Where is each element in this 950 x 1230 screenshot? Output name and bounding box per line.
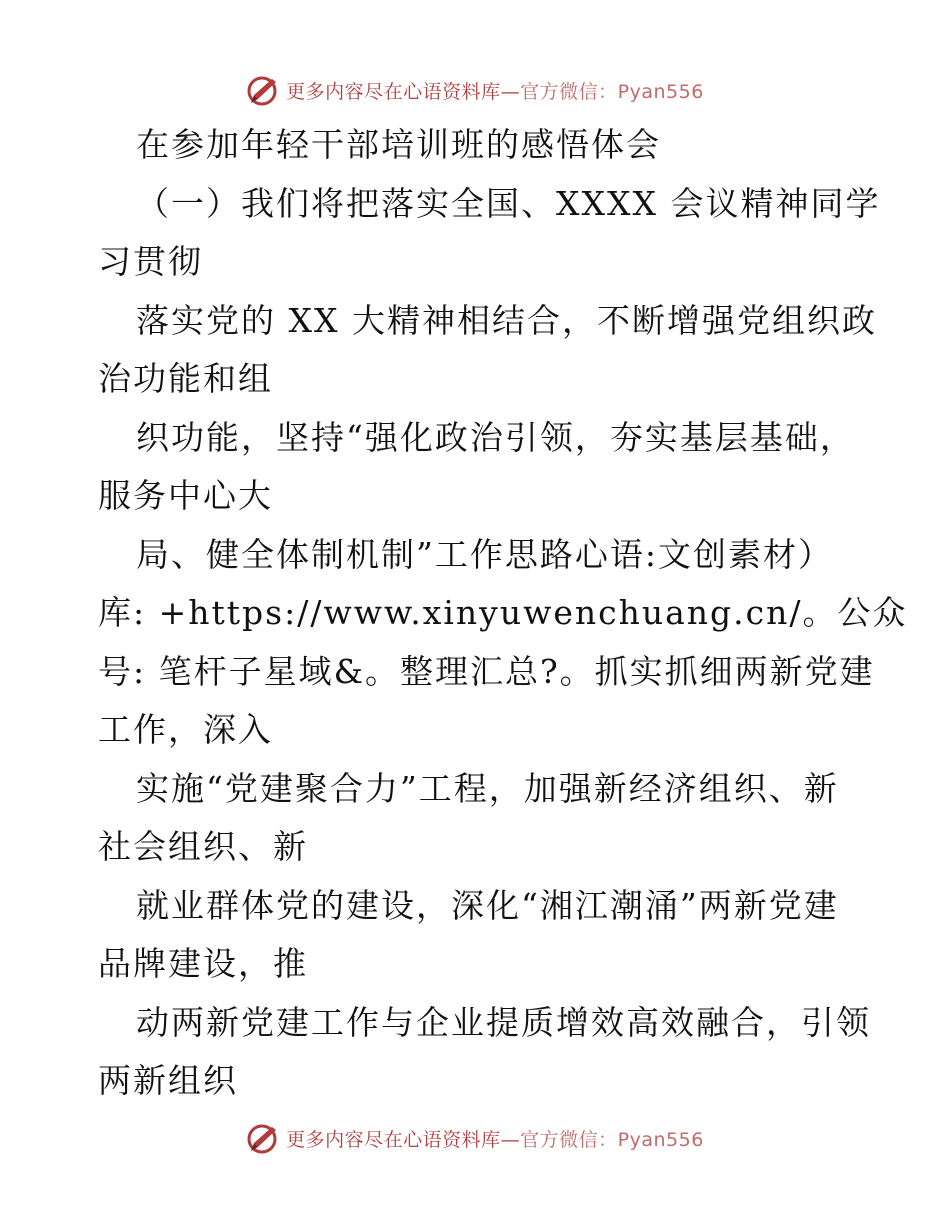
doc-line: 号: 笔杆子星域&。整理汇总?。抓实抓细两新党建 (98, 651, 875, 691)
doc-line: 服务中心大 (98, 476, 273, 515)
doc-line: 局、健全体制机制”工作思路心语:文创素材） (136, 534, 833, 574)
doc-line: 库: +https://www.xinyuwenchuang.cn/。公众 (98, 593, 908, 632)
doc-line: 工作，深入 (98, 710, 273, 749)
doc-title: 在参加年轻干部培训班的感悟体会 (136, 125, 661, 164)
banner-title: 更多内容尽在心语资料库 (286, 1128, 501, 1151)
doc-line: 织功能，坚持“强化政治引领，夯实基层基础， (136, 417, 855, 457)
doc-line: 落实党的 XX 大精神相结合，不断增强党组织政 (136, 300, 877, 340)
doc-line: 社会组织、新 (98, 827, 308, 866)
banner-text (286, 1125, 704, 1152)
doc-line: 习贯彻 (98, 242, 203, 281)
banner-title: 更多内容尽在心语资料库 (286, 80, 501, 103)
banner-dash: — (500, 80, 521, 103)
banner-dash: — (500, 1128, 521, 1151)
doc-line: 实施“党建聚合力”工程，加强新经济组织、新 (136, 768, 839, 808)
doc-line: 两新组织 (98, 1061, 238, 1100)
footer-banner (0, 1118, 950, 1158)
document-body (98, 116, 908, 1111)
banner-text (286, 77, 704, 104)
pen-logo-icon (246, 73, 280, 107)
banner-contact: 官方微信：Pyan556 (520, 1128, 704, 1151)
header-banner (0, 70, 950, 110)
doc-line: （一）我们将把落实全国、XXXX 会议精神同学 (136, 183, 881, 223)
banner-contact: 官方微信：Pyan556 (520, 80, 704, 103)
doc-line: 治功能和组 (98, 359, 273, 398)
doc-line: 品牌建设，推 (98, 944, 308, 983)
pen-logo-icon (246, 1121, 280, 1155)
doc-line: 就业群体党的建设，深化“湘江潮涌”两新党建 (136, 885, 839, 925)
doc-line: 动两新党建工作与企业提质增效高效融合，引领 (136, 1002, 871, 1042)
